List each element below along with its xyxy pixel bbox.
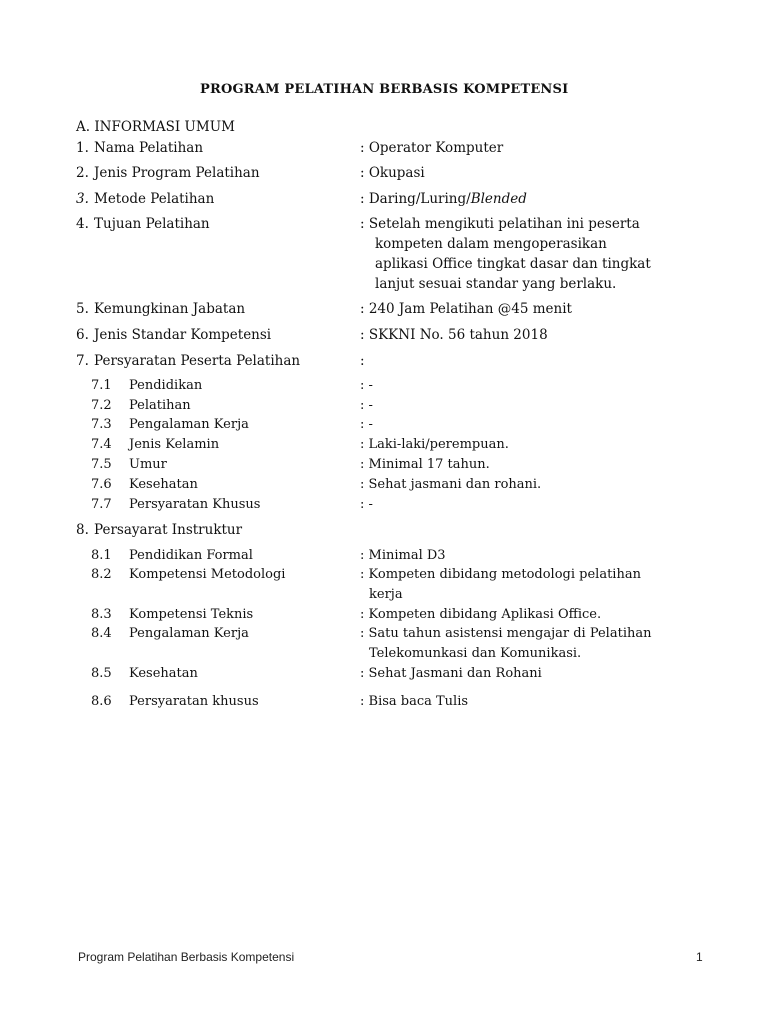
item-number: 1. [76, 140, 89, 156]
item-number: 4. [76, 216, 89, 232]
subitem-number: 7.4 [91, 437, 112, 452]
subitem-number: 8.5 [91, 666, 112, 681]
item-value-line: lanjut sesuai standar yang berlaku. [375, 276, 617, 292]
subitem-number: 7.2 [91, 398, 112, 413]
subitem-label: Kompetensi Teknis [129, 607, 254, 622]
subitem-label: Jenis Kelamin [129, 437, 220, 452]
item-label: Tujuan Pelatihan [94, 216, 210, 232]
subitem-value: : - [360, 417, 373, 432]
item-label: Jenis Program Pelatihan [94, 165, 260, 181]
item-value: : Operator Komputer [360, 140, 504, 156]
section-heading: A. INFORMASI UMUM [76, 119, 235, 135]
subitem-value: : - [360, 398, 373, 413]
item-value: : 240 Jam Pelatihan @45 menit [360, 301, 572, 317]
item-number: 8. [76, 522, 89, 538]
subitem-value: : Laki-laki/perempuan. [360, 437, 509, 452]
subitem-value-continuation: Telekomunkasi dan Komunikasi. [369, 646, 582, 661]
item-label: Persayarat Instruktur [94, 522, 243, 538]
subitem-number: 8.6 [91, 694, 112, 709]
subitem-value: : Sehat Jasmani dan Rohani [360, 666, 542, 681]
subitem-number: 7.7 [91, 497, 112, 512]
subitem-value: : Minimal 17 tahun. [360, 457, 490, 472]
subitem-value: : Sehat jasmani dan rohani. [360, 477, 542, 492]
subitem-value: : Minimal D3 [360, 548, 446, 563]
footer-text: Program Pelatihan Berbasis Kompetensi [78, 950, 295, 964]
item-value-line: kompeten dalam mengoperasikan [375, 236, 607, 252]
subitem-number: 7.5 [91, 457, 112, 472]
subitem-label: Umur [129, 457, 167, 472]
subitem-value: : Kompeten dibidang Aplikasi Office. [360, 607, 602, 622]
subitem-value: : Kompeten dibidang metodologi pelatihan [360, 567, 641, 582]
subitem-value-continuation: kerja [369, 587, 403, 602]
subitem-label: Kompetensi Metodologi [129, 567, 286, 582]
subitem-label: Pendidikan Formal [129, 548, 253, 563]
page-number: 1 [696, 950, 703, 964]
item-label: Nama Pelatihan [94, 140, 204, 156]
item-value-line: aplikasi Office tingkat dasar dan tingkat [375, 256, 651, 272]
item-number: 3. [76, 191, 89, 207]
value-text: : Daring/Luring/ [360, 191, 471, 207]
subitem-label: Persyaratan Khusus [129, 497, 261, 512]
subitem-number: 7.1 [91, 378, 112, 393]
item-number: 6. [76, 327, 89, 343]
subitem-label: Kesehatan [129, 666, 198, 681]
subitem-value: : - [360, 497, 373, 512]
subitem-number: 8.3 [91, 607, 112, 622]
item-label: Kemungkinan Jabatan [94, 301, 246, 317]
subitem-value: : Satu tahun asistensi mengajar di Pelatihan [360, 626, 652, 641]
item-label: Metode Pelatihan [94, 191, 215, 207]
value-italic-text: Blended [470, 191, 527, 207]
subitem-number: 7.6 [91, 477, 112, 492]
subitem-label: Pendidikan [129, 378, 203, 393]
subitem-number: 8.2 [91, 567, 112, 582]
subitem-label: Kesehatan [129, 477, 198, 492]
item-label: Persyaratan Peserta Pelatihan [94, 353, 301, 369]
item-value-line: : Setelah mengikuti pelatihan ini peserta [360, 216, 640, 232]
item-value [360, 191, 527, 207]
subitem-label: Pengalaman Kerja [129, 626, 249, 641]
subitem-number: 7.3 [91, 417, 112, 432]
item-number: 2. [76, 165, 89, 181]
subitem-label: Pengalaman Kerja [129, 417, 249, 432]
subitem-number: 8.1 [91, 548, 112, 563]
item-value: : Okupasi [360, 165, 425, 181]
item-label: Jenis Standar Kompetensi [94, 327, 272, 343]
item-number: 5. [76, 301, 89, 317]
item-number: 7. [76, 353, 89, 369]
subitem-number: 8.4 [91, 626, 112, 641]
subitem-value: : - [360, 378, 373, 393]
subitem-label: Persyaratan khusus [129, 694, 259, 709]
subitem-label: Pelatihan [129, 398, 191, 413]
subitem-value: : Bisa baca Tulis [360, 694, 469, 709]
item-value: : SKKNI No. 56 tahun 2018 [360, 327, 548, 343]
document-title: PROGRAM PELATIHAN BERBASIS KOMPETENSI [200, 82, 569, 97]
item-value: : [360, 353, 365, 369]
